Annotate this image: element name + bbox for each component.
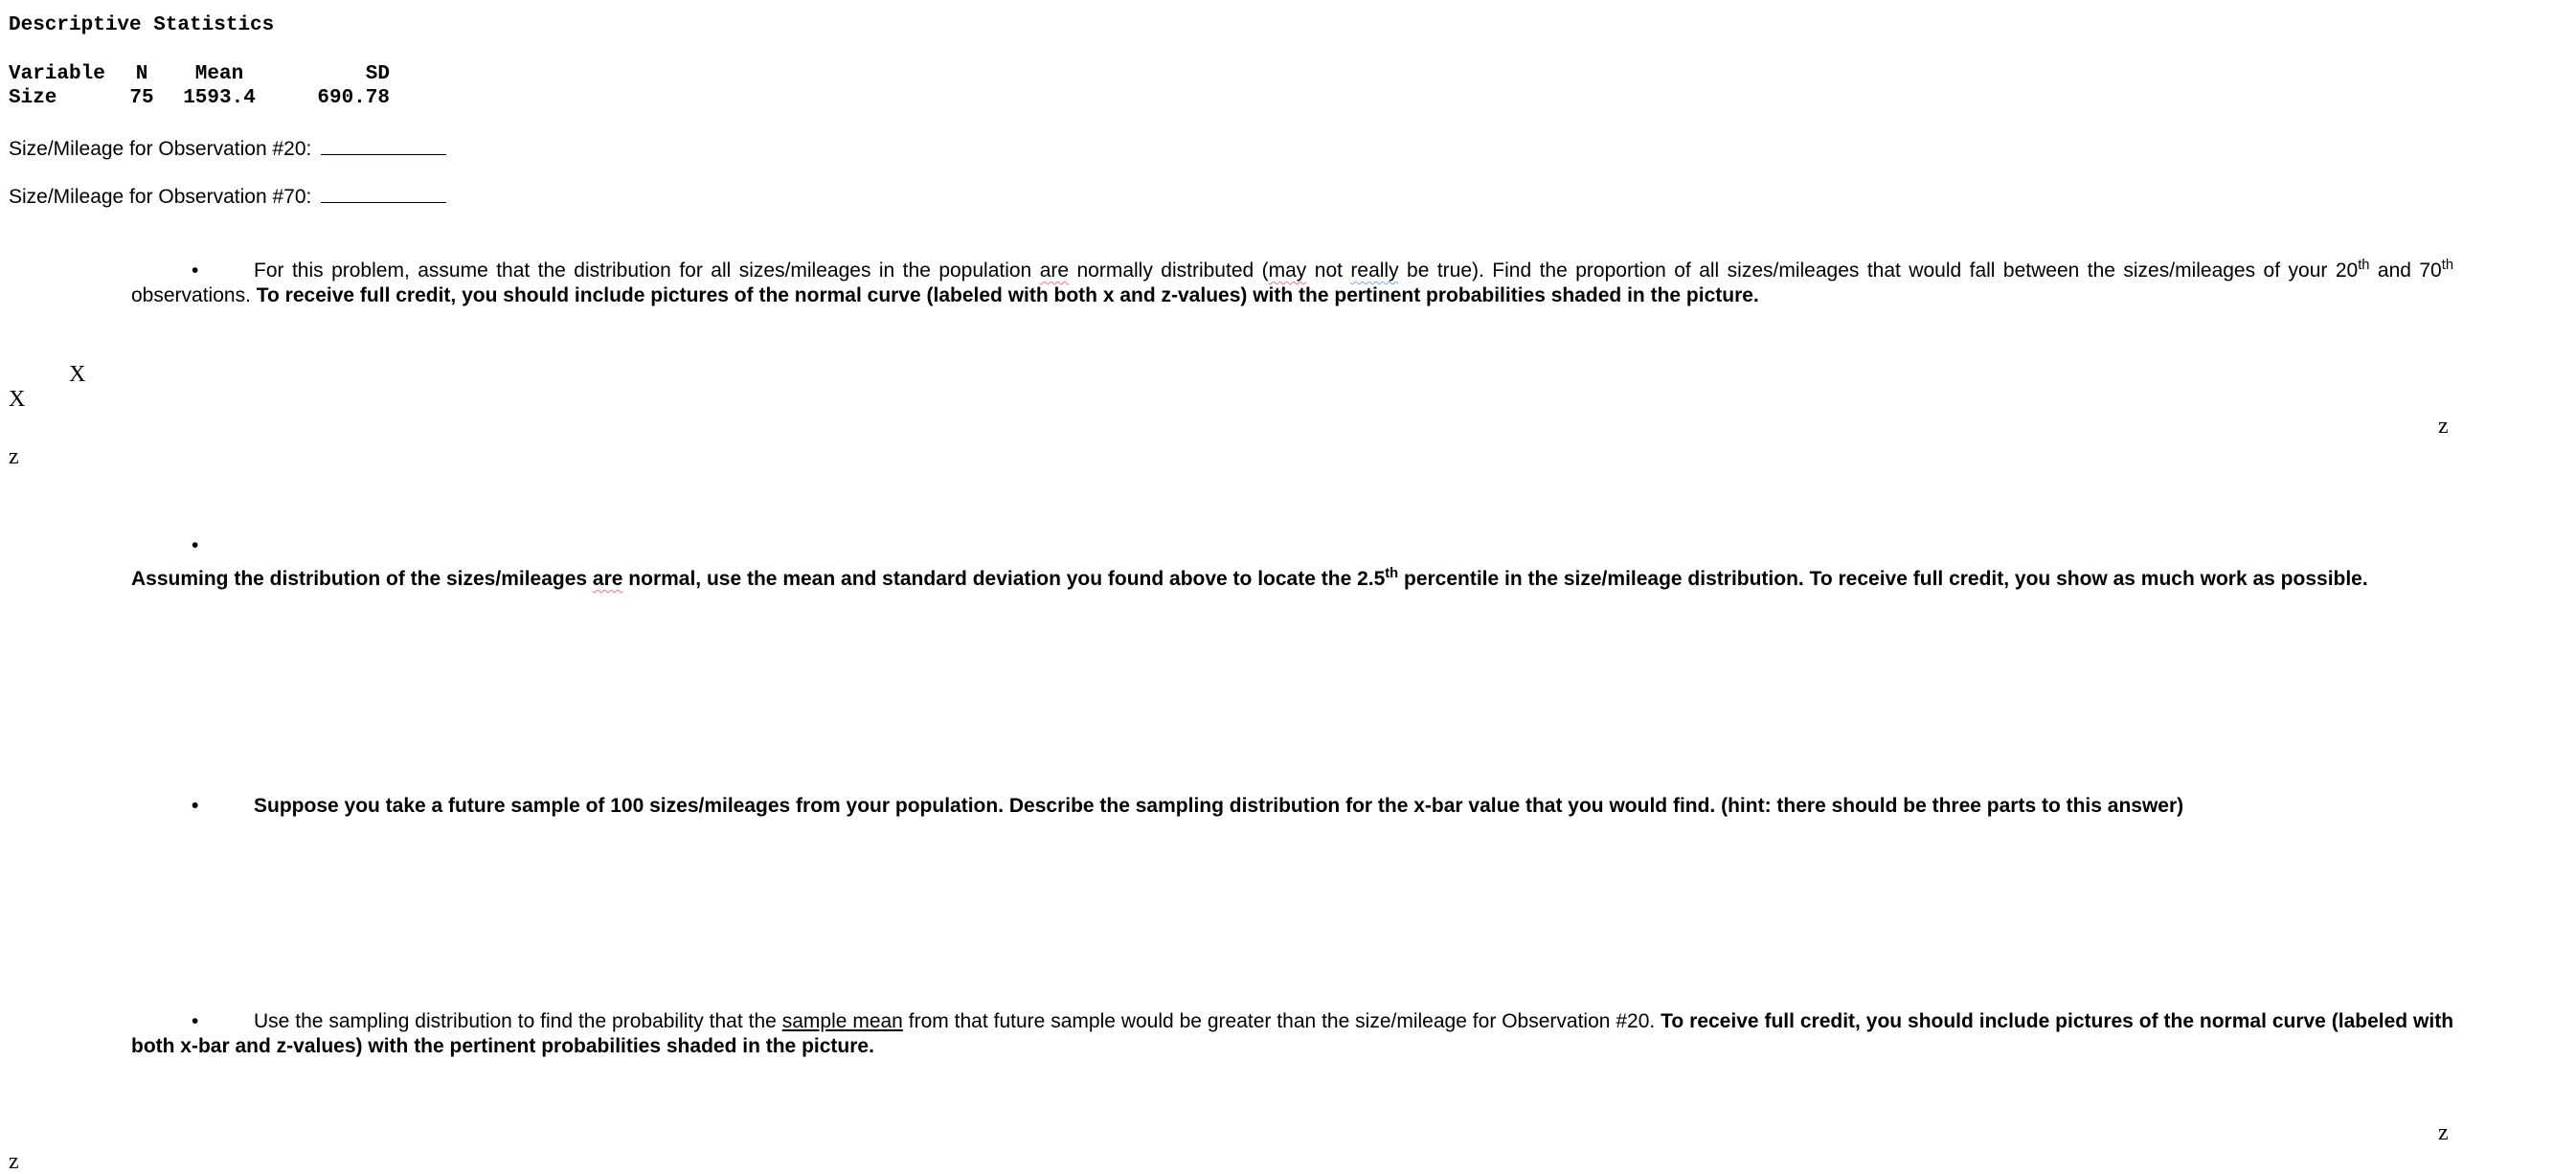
question-1-text: For this problem, assume that the distribution for all sizes/mileages in the population are normally distributed (may not really be true). Find the proportion of all sizes/mileages that would fall between the sizes/mileages of your 20th and 70th observations. To receive full credit, you should include pictures of the normal curve (labeled with both x and z-values) with the pertinent probabilities shaded in the picture.	[131, 258, 2453, 306]
obs20-line	[9, 135, 446, 162]
q4-credit-note: To receive full credit, you should include pictures of the normal curve (labeled with both x-bar and z-values) with the pertinent probabilities shaded in the picture.	[131, 1010, 2454, 1057]
question-4: Use the sampling distribution to find the probability that the sample mean from that future sample would be greater than the size/mileage for Observation #20. To receive full credit, you should include pictures of the normal curve (labeled with both x-bar and z-values) with the pertinent probabilities shaded in the picture.	[131, 1010, 2454, 1057]
col-mean: Mean	[194, 63, 244, 85]
z-label-right: z	[2438, 414, 2449, 439]
col-n: N	[135, 63, 148, 85]
cell-variable: Size	[9, 87, 57, 109]
z-label-right-2: z	[2438, 1120, 2449, 1145]
question-3: Suppose you take a future sample of 100 sizes/mileages from your population. Describe the sampling distribution for the x-bar value that you would find. (hint: there should be three parts to this answer)	[254, 795, 2184, 817]
stats-table	[9, 62, 390, 110]
obs70-blank[interactable]	[321, 183, 446, 203]
q3-bullet: •	[192, 795, 199, 817]
x-label-big: X	[9, 387, 26, 412]
obs70-label: Size/Mileage for Observation #70:	[9, 186, 312, 208]
cell-sd: 690.78	[317, 87, 390, 109]
grammar-flag-really[interactable]: really	[1350, 260, 1399, 282]
obs20-label: Size/Mileage for Observation #20:	[9, 138, 312, 160]
cell-mean: 1593.4	[183, 87, 256, 109]
z-label-left: z	[9, 444, 19, 469]
cell-n: 75	[129, 87, 154, 109]
sample-mean-term: sample mean	[781, 1010, 903, 1032]
spell-flag-may[interactable]: may	[1268, 260, 1307, 282]
q2-bullet: •	[192, 534, 199, 556]
obs70-line	[9, 183, 446, 210]
q4-bullet: •	[192, 1010, 199, 1032]
spell-flag-are[interactable]: are	[1039, 260, 1070, 282]
stats-header-row	[9, 62, 390, 86]
stats-heading: Descriptive Statistics	[9, 14, 275, 36]
q1-credit-note: To receive full credit, you should include pictures of the normal curve (labeled with both x and z-values) with the pertinent probabilities shaded in the picture.	[256, 284, 1759, 306]
col-sd: SD	[365, 63, 390, 85]
question-2: Assuming the distribution of the sizes/mileages are normal, use the mean and standard deviation you found above to locate the 2.5th percentile in the size/mileage distribution. To receive full credit, you show as much work as possible.	[131, 566, 2368, 590]
obs20-blank[interactable]	[321, 135, 446, 155]
q1-bullet-mark: •	[192, 260, 199, 282]
col-variable: Variable	[9, 63, 105, 85]
stats-data-row	[9, 86, 390, 110]
spell-flag-are-2[interactable]: are	[592, 568, 623, 590]
x-label-small: X	[69, 362, 86, 387]
z-label-left-2: z	[9, 1149, 19, 1174]
